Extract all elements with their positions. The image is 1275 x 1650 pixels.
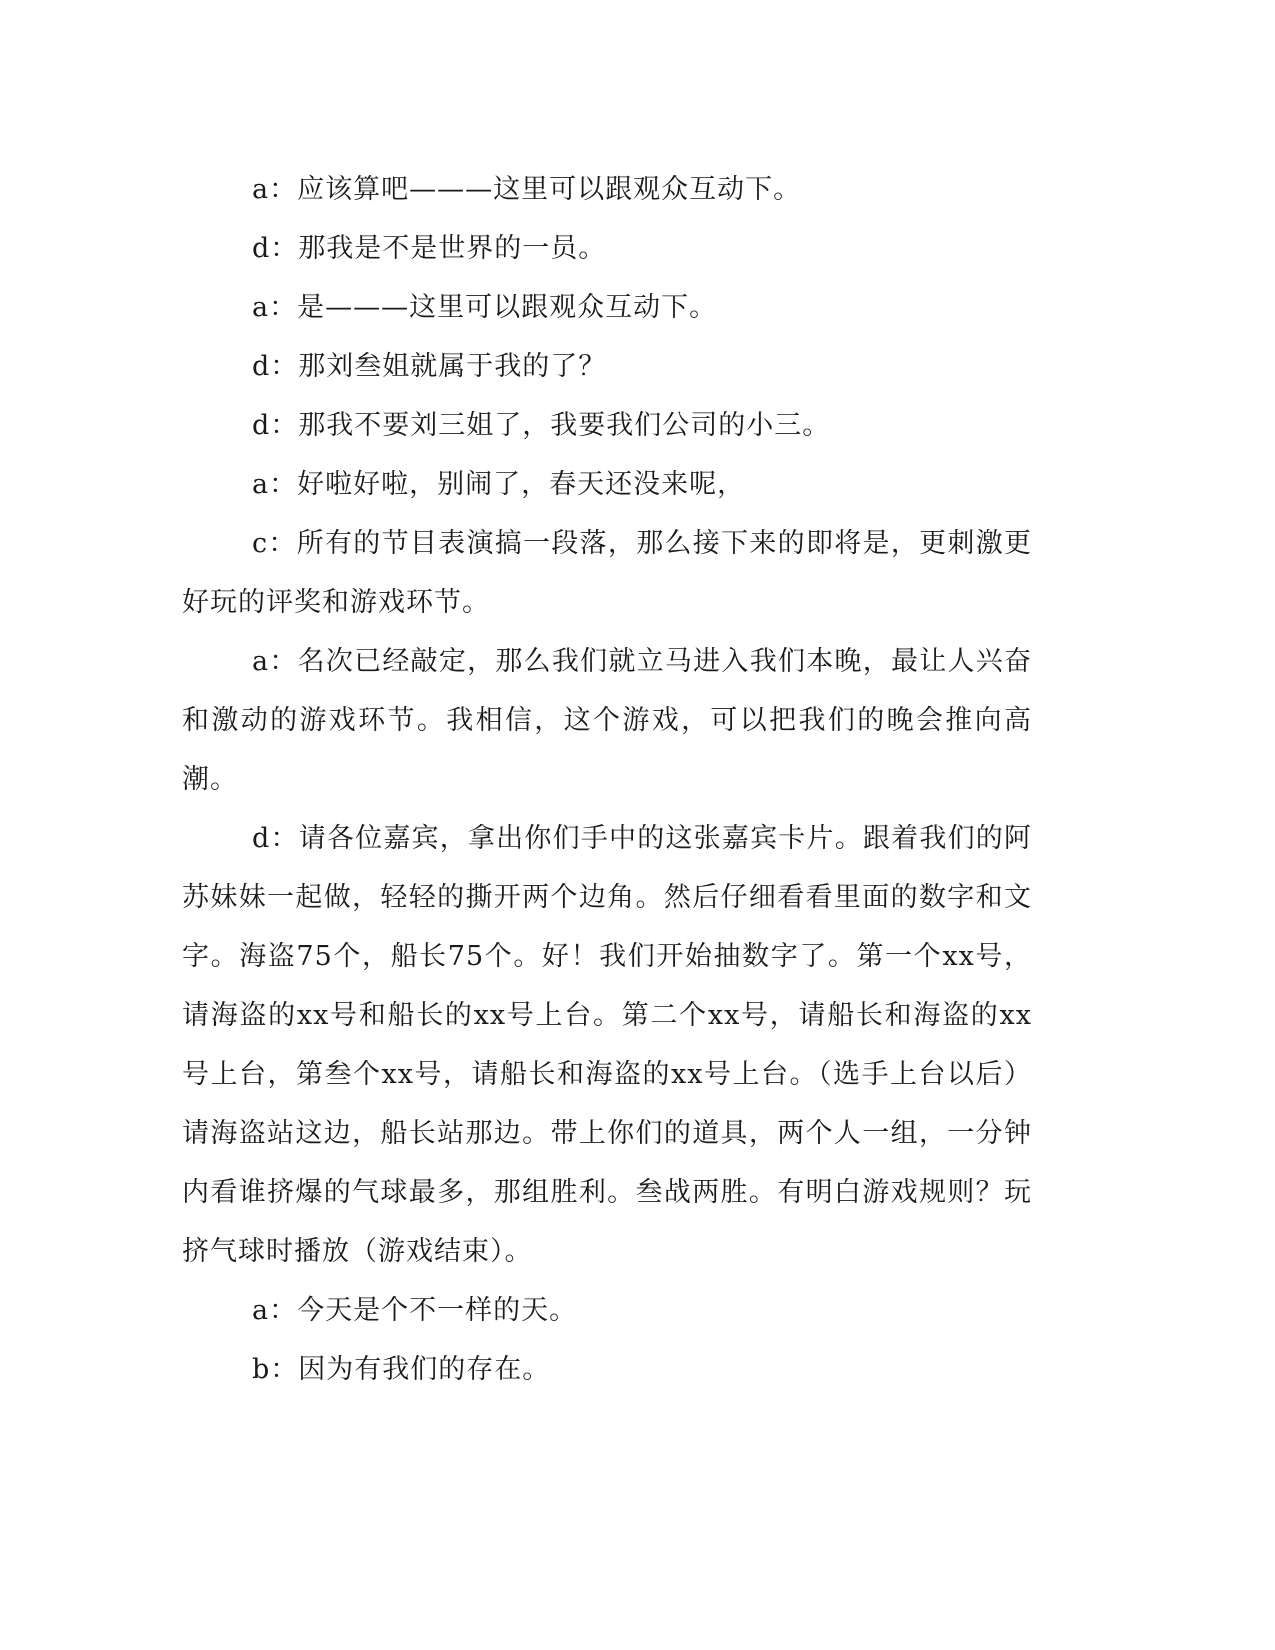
dialogue-line: d：请各位嘉宾，拿出你们手中的这张嘉宾卡片。跟着我们的阿苏妹妹一起做，轻轻的撕开两个边角。然后仔细看看里面的数字和文字。海盗75个，船长75个。好！我们开始抽数字了。第一个xx号，请海盗的xx号和船长的xx号上台。第二个xx号，请船长和海盗的xx号上台，第叁个xx号，请船长和海盗的xx号上台。（选手上台以后）请海盗站这边，船长站那边。带上你们的道具，两个人一组，一分钟内看谁挤爆的气球最多，那组胜利。叁战两胜。有明白游戏规则？玩挤气球时播放（游戏结束）。 [182, 823, 1032, 1267]
document-body [182, 160, 1032, 1399]
dialogue-line: d：那我不要刘三姐了，我要我们公司的小三。 [252, 410, 831, 441]
dialogue-line: a：应该算吧———这里可以跟观众互动下。 [252, 174, 802, 205]
dialogue-line: d：那刘叁姐就属于我的了？ [252, 351, 607, 382]
dialogue-line: d：那我是不是世界的一员。 [252, 233, 607, 264]
dialogue-line: c：所有的节目表演搞一段落，那么接下来的即将是，更刺激更好玩的评奖和游戏环节。 [182, 528, 1032, 618]
dialogue-line: b：因为有我们的存在。 [252, 1354, 551, 1385]
dialogue-line: a：是———这里可以跟观众互动下。 [252, 292, 718, 323]
dialogue-line: a：好啦好啦，别闹了，春天还没来呢， [252, 469, 746, 500]
dialogue-line: a：今天是个不一样的天。 [252, 1295, 578, 1326]
dialogue-line: a：名次已经敲定，那么我们就立马进入我们本晚，最让人兴奋和激动的游戏环节。我相信，这个游戏，可以把我们的晚会推向高潮。 [182, 646, 1032, 795]
